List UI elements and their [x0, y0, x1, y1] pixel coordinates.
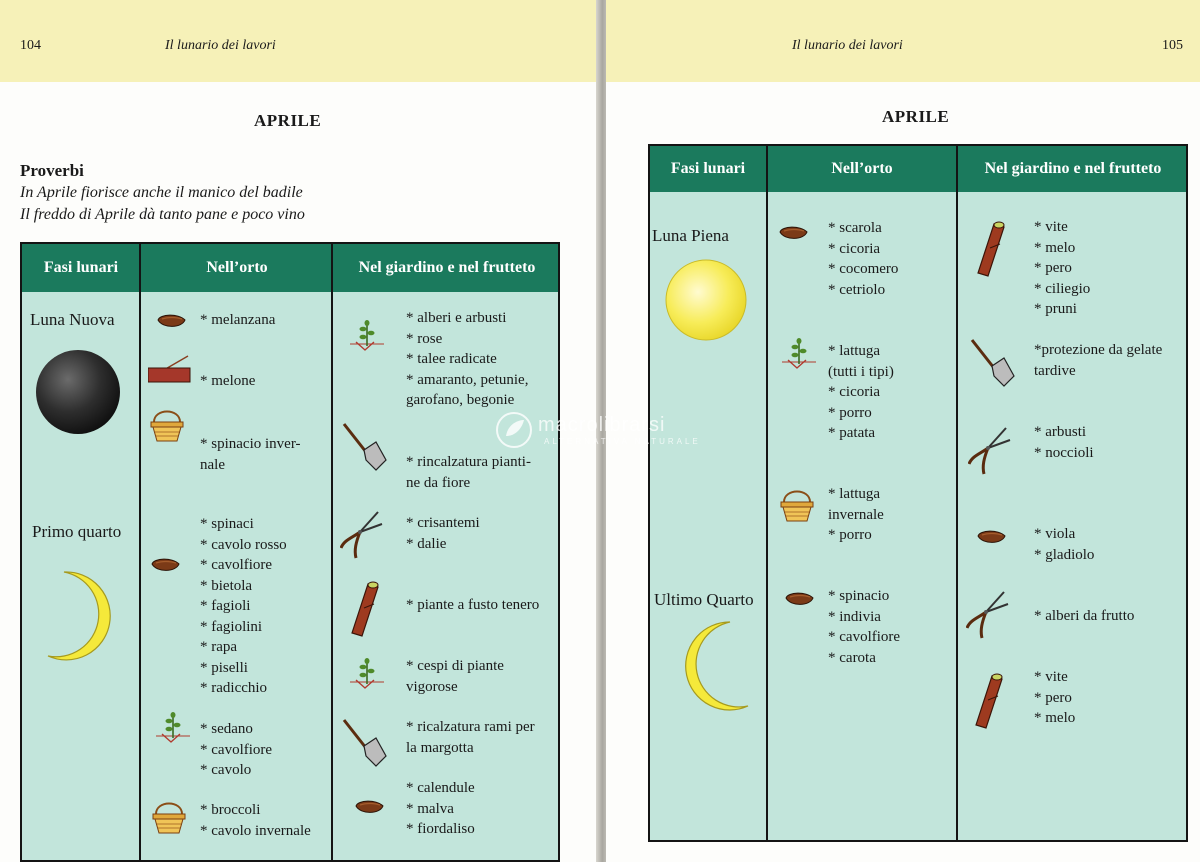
list-item: * carota [828, 649, 876, 666]
list-item: * pruni [1034, 301, 1077, 317]
list-item: nale [200, 456, 225, 473]
list-item: * rose [406, 330, 443, 347]
giardino-cell [1034, 422, 1094, 463]
seed-icon [976, 530, 1010, 548]
cut-branch-icon [972, 218, 1010, 288]
list-item: * amaranto, petunie, [406, 371, 529, 388]
proverbs-block [20, 160, 305, 226]
giardino-cell [406, 308, 528, 411]
giardino-cell [1034, 524, 1094, 565]
orto-cell [828, 586, 900, 668]
orto-cell [200, 719, 272, 781]
giardino-cell [406, 513, 480, 554]
list-item: * gladiolo [1034, 546, 1095, 563]
sowing-row-icon [148, 354, 194, 386]
giardino-cell [406, 656, 504, 697]
first-quarter-moon-icon [44, 568, 128, 664]
list-item: * talee radicate [406, 351, 497, 367]
harvest-basket-icon [150, 408, 188, 446]
list-item: * piselli [200, 659, 248, 676]
orto-cell [200, 371, 255, 392]
list-item: * cavolo [200, 762, 252, 778]
seed-icon [778, 226, 812, 244]
list-item: * ricalzatura rami per [406, 719, 535, 735]
list-item: * fagiolini [200, 618, 263, 635]
proverbs-title: Proverbi [20, 161, 84, 180]
list-item: * cavolfiore [200, 741, 273, 758]
header-nell-orto: Nell’orto [206, 259, 268, 276]
phase-label: Luna Piena [652, 226, 729, 245]
shovel-icon [342, 422, 390, 474]
list-item: tardive [1034, 362, 1076, 379]
list-item: * lattuga [828, 486, 881, 502]
list-item: garofano, begonie [406, 392, 515, 408]
list-item: * indivia [828, 608, 881, 625]
shovel-icon [342, 718, 390, 770]
column-divider [956, 146, 958, 840]
right-lunar-table [648, 144, 1188, 842]
list-item: * fiordaliso [406, 821, 475, 837]
sprout-icon [156, 712, 190, 748]
column-divider [139, 244, 141, 860]
last-quarter-moon-icon [668, 618, 752, 714]
list-item: * pero [1034, 260, 1072, 276]
list-item: * alberi e arbusti [406, 310, 507, 326]
proverb-line: Il freddo di Aprile dà tanto pane e poco vino [20, 206, 305, 223]
list-item: * cicoria [828, 240, 881, 257]
pruning-shears-icon [968, 426, 1014, 478]
list-item: * melone [200, 373, 256, 389]
list-item: * malva [406, 800, 454, 817]
watermark-brand: macrolibrarsi [538, 414, 666, 436]
giardino-cell [1034, 606, 1134, 627]
header-giardino-frutteto: Nel giardino e nel frutteto [358, 259, 536, 276]
proverb-line: In Aprile fiorisce anche il manico del badile [20, 184, 303, 201]
orto-cell [828, 341, 894, 444]
list-item: (tutti i tipi) [828, 363, 894, 380]
list-item: * cicoria [828, 384, 881, 400]
list-item: * patata [828, 425, 876, 441]
list-item: * porro [828, 527, 872, 543]
giardino-cell [406, 595, 539, 616]
orto-cell [828, 484, 884, 546]
sprout-icon [782, 338, 816, 374]
list-item: la margotta [406, 739, 474, 756]
right-page-number: 105 [1162, 38, 1183, 53]
seed-icon [354, 800, 388, 818]
left-running-title: Il lunario dei lavori [165, 38, 276, 53]
list-item: ne da fiore [406, 474, 471, 491]
list-item: invernale [828, 506, 884, 523]
watermark-leaf-icon [494, 410, 534, 450]
header-fasi-lunari: Fasi lunari [43, 259, 119, 276]
orto-cell [200, 434, 301, 475]
left-lunar-table [20, 242, 560, 862]
giardino-cell [406, 717, 535, 758]
phase-label: Luna Nuova [30, 310, 115, 329]
list-item: * arbusti [1034, 424, 1087, 440]
list-item: * cavolo rosso [200, 536, 287, 553]
giardino-cell [406, 452, 531, 493]
list-item: * cavolfiore [200, 557, 273, 573]
right-month-title: APRILE [882, 107, 950, 126]
list-item: * cavolo invernale [200, 822, 311, 839]
header-fasi-lunari: Fasi lunari [670, 160, 746, 177]
table-header-row [22, 244, 558, 292]
seed-icon [156, 314, 190, 332]
list-item: * spinaci [200, 516, 254, 532]
sprout-icon [350, 658, 384, 694]
list-item: * cetriolo [828, 281, 886, 298]
table-header-row [650, 146, 1186, 192]
list-item: * sedano [200, 721, 253, 737]
list-item: * porro [828, 404, 872, 421]
right-running-title: Il lunario dei lavori [792, 38, 903, 53]
list-item: * rapa [200, 639, 238, 655]
list-item: vigorose [406, 678, 458, 695]
left-header-band [0, 0, 600, 82]
full-moon-icon [664, 258, 748, 342]
phase-label: Primo quarto [32, 522, 122, 541]
phase-label: Ultimo Quarto [654, 590, 754, 609]
left-page-number: 104 [20, 38, 41, 53]
list-item: * pero [1034, 689, 1072, 706]
new-moon-icon [34, 348, 122, 436]
list-item: * ciliegio [1034, 280, 1091, 297]
list-item: * rincalzatura pianti- [406, 454, 531, 470]
list-item: * melanzana [200, 312, 276, 328]
list-item: * viola [1034, 526, 1076, 542]
list-item: * spinacio [828, 588, 890, 604]
orto-cell [200, 800, 311, 841]
watermark-tagline: ALTERNATIVA NATURALE [544, 437, 701, 446]
header-giardino-frutteto: Nel giardino e nel frutteto [984, 160, 1162, 177]
list-item: * alberi da frutto [1034, 608, 1135, 624]
list-item: * melo [1034, 239, 1076, 256]
list-item: * melo [1034, 710, 1076, 726]
list-item: * scarola [828, 220, 882, 236]
sprout-icon [350, 320, 384, 356]
right-header-band [606, 0, 1200, 82]
left-month-title: APRILE [254, 111, 322, 130]
list-item: * spinacio inver- [200, 436, 301, 452]
giardino-cell [1034, 667, 1075, 729]
list-item: * piante a fusto tenero [406, 597, 540, 613]
giardino-cell [1034, 340, 1162, 381]
orto-cell [200, 310, 275, 331]
harvest-basket-icon [152, 800, 190, 842]
list-item: * radicchio [200, 680, 268, 696]
cut-branch-icon [970, 670, 1008, 740]
list-item: * fagioli [200, 598, 251, 614]
cut-branch-icon [346, 578, 384, 640]
pruning-shears-icon [340, 510, 386, 562]
column-divider [766, 146, 768, 840]
list-item: * cocomero [828, 261, 899, 277]
watermark [494, 410, 701, 446]
harvest-basket-icon [780, 488, 818, 530]
orto-cell [200, 514, 287, 699]
list-item: * calendule [406, 780, 475, 796]
pruning-shears-icon [966, 590, 1012, 642]
seed-icon [150, 558, 184, 576]
orto-cell [828, 218, 898, 300]
list-item: * broccoli [200, 802, 261, 818]
list-item: * lattuga [828, 343, 881, 359]
list-item: * cavolfiore [828, 629, 901, 645]
list-item: *protezione da gelate [1034, 342, 1163, 358]
header-nell-orto: Nell’orto [831, 160, 893, 177]
list-item: * crisantemi [406, 515, 480, 531]
giardino-cell [406, 778, 475, 840]
shovel-icon [970, 338, 1018, 394]
list-item: * dalie [406, 535, 447, 552]
list-item: * vite [1034, 669, 1068, 685]
giardino-cell [1034, 217, 1090, 320]
list-item: * noccioli [1034, 444, 1094, 461]
seed-icon [784, 592, 818, 610]
list-item: * bietola [200, 577, 253, 594]
list-item: * cespi di piante [406, 658, 504, 674]
list-item: * vite [1034, 219, 1068, 235]
column-divider [331, 244, 333, 860]
